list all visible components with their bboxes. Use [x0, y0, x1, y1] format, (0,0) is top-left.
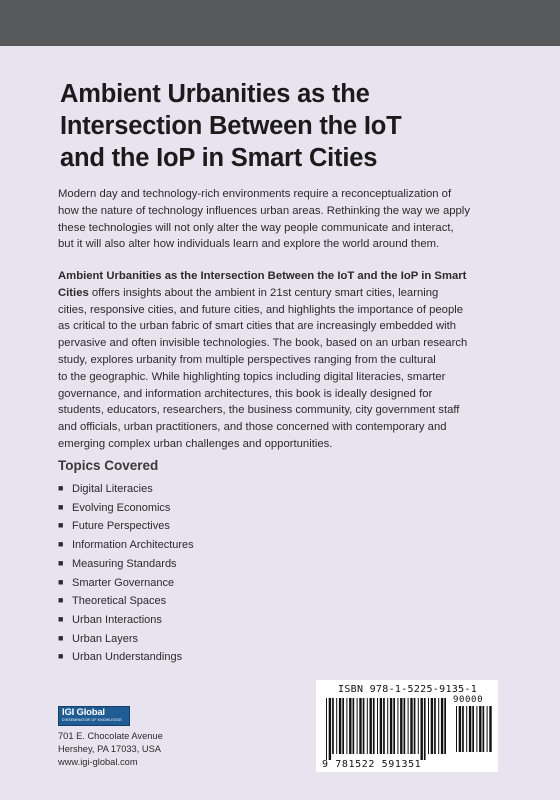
topic-label: Urban Interactions [72, 613, 162, 626]
desc-title-bold: Ambient Urbanities as the Intersection Between the IoT and the IoP in Smart [58, 270, 467, 282]
topic-label: Measuring Standards [72, 557, 177, 570]
bullet-icon: ■ [58, 613, 64, 624]
desc-title-bold-end: Cities [58, 286, 89, 299]
bullet-icon: ■ [58, 632, 64, 643]
topic-item [58, 499, 194, 518]
desc-line: cities, responsive cities, and future cities, and highlights the importance of people [58, 303, 464, 316]
topic-label: Smarter Governance [72, 576, 175, 589]
logo-text: IGI Global [62, 707, 105, 718]
topic-item [58, 592, 194, 611]
isbn-barcode [316, 680, 498, 772]
topic-item [58, 574, 194, 593]
address-line: Hershey, PA 17033, USA [58, 744, 162, 754]
desc-line [58, 285, 498, 302]
publisher-logo [58, 706, 130, 726]
topic-item [58, 630, 194, 649]
topics-heading: Topics Covered [58, 458, 159, 473]
bullet-icon: ■ [58, 483, 64, 493]
desc-line: pervasive and often invisible technologies. The book, based on an urban research [58, 337, 468, 350]
intro-line: Modern day and technology-rich environments require a reconceptualization of [58, 188, 452, 200]
description-paragraph [58, 268, 498, 453]
desc-line: and officials, urban practitioners, and those concerned with contemporary and [58, 421, 447, 434]
bullet-icon: ■ [58, 557, 64, 568]
bullet-icon: ■ [58, 595, 64, 606]
topic-label: Future Perspectives [72, 520, 170, 533]
desc-line: emerging complex urban challenges and opportunities. [58, 437, 333, 450]
bullet-icon: ■ [58, 501, 64, 512]
topics-list [58, 480, 194, 667]
topic-item [58, 648, 194, 667]
top-band [0, 0, 560, 46]
topic-label: Evolving Economics [72, 501, 171, 514]
bullet-icon: ■ [58, 651, 64, 662]
barcode-digits: 9 781522 591351 [322, 759, 422, 770]
book-title [60, 78, 530, 174]
topic-label: Urban Layers [72, 632, 139, 645]
desc-line: to the geographic. While highlighting topics including digital literacies, smarter [58, 370, 446, 383]
intro-paragraph [58, 186, 498, 253]
intro-line: these technologies will not only alter the way people communicate and interact, [58, 221, 454, 234]
topic-label: Information Architectures [72, 539, 194, 552]
intro-line: how the nature of technology influences urban areas. Rethinking the way we apply [58, 204, 470, 217]
barcode-addon-bars [454, 706, 494, 758]
topic-label: Urban Understandings [72, 651, 183, 664]
bullet-icon: ■ [58, 539, 64, 550]
topic-item [58, 611, 194, 630]
topic-label: Digital Literacies [72, 483, 153, 495]
title-line: Intersection Between the IoT [60, 112, 402, 140]
publisher-address [58, 730, 163, 769]
title-line: Ambient Urbanities as the [60, 80, 370, 108]
address-line: 701 E. Chocolate Avenue [58, 731, 163, 741]
desc-line: as critical to the urban fabric of smart cities that are increasingly embedded with [58, 320, 457, 333]
topic-item [58, 555, 194, 574]
topic-item [58, 480, 194, 499]
bullet-icon: ■ [58, 576, 64, 587]
desc-line: governance, and information architectures, this book is ideally designed for [58, 387, 433, 400]
barcode-addon-digits: 90000 [453, 695, 484, 705]
bullet-icon: ■ [58, 520, 64, 531]
publisher-website: www.igi-global.com [58, 757, 138, 767]
barcode-bars [324, 698, 450, 760]
intro-line: but it will also alter how individuals learn and explore the world around them. [58, 238, 440, 251]
isbn-number: ISBN 978-1-5225-9135-1 [338, 684, 478, 695]
desc-line: students, educators, researchers, the business community, city government staff [58, 404, 460, 417]
desc-line-text: offers insights about the ambient in 21st century smart cities, learning [88, 286, 439, 299]
desc-line: study, explores urbanity from multiple perspectives ranging from the cultural [58, 353, 436, 366]
topic-item [58, 517, 194, 536]
logo-tagline: DISSEMINATOR OF KNOWLEDGE [62, 718, 122, 722]
topic-label: Theoretical Spaces [72, 595, 167, 608]
topic-item [58, 536, 194, 555]
title-line: and the IoP in Smart Cities [60, 144, 378, 172]
